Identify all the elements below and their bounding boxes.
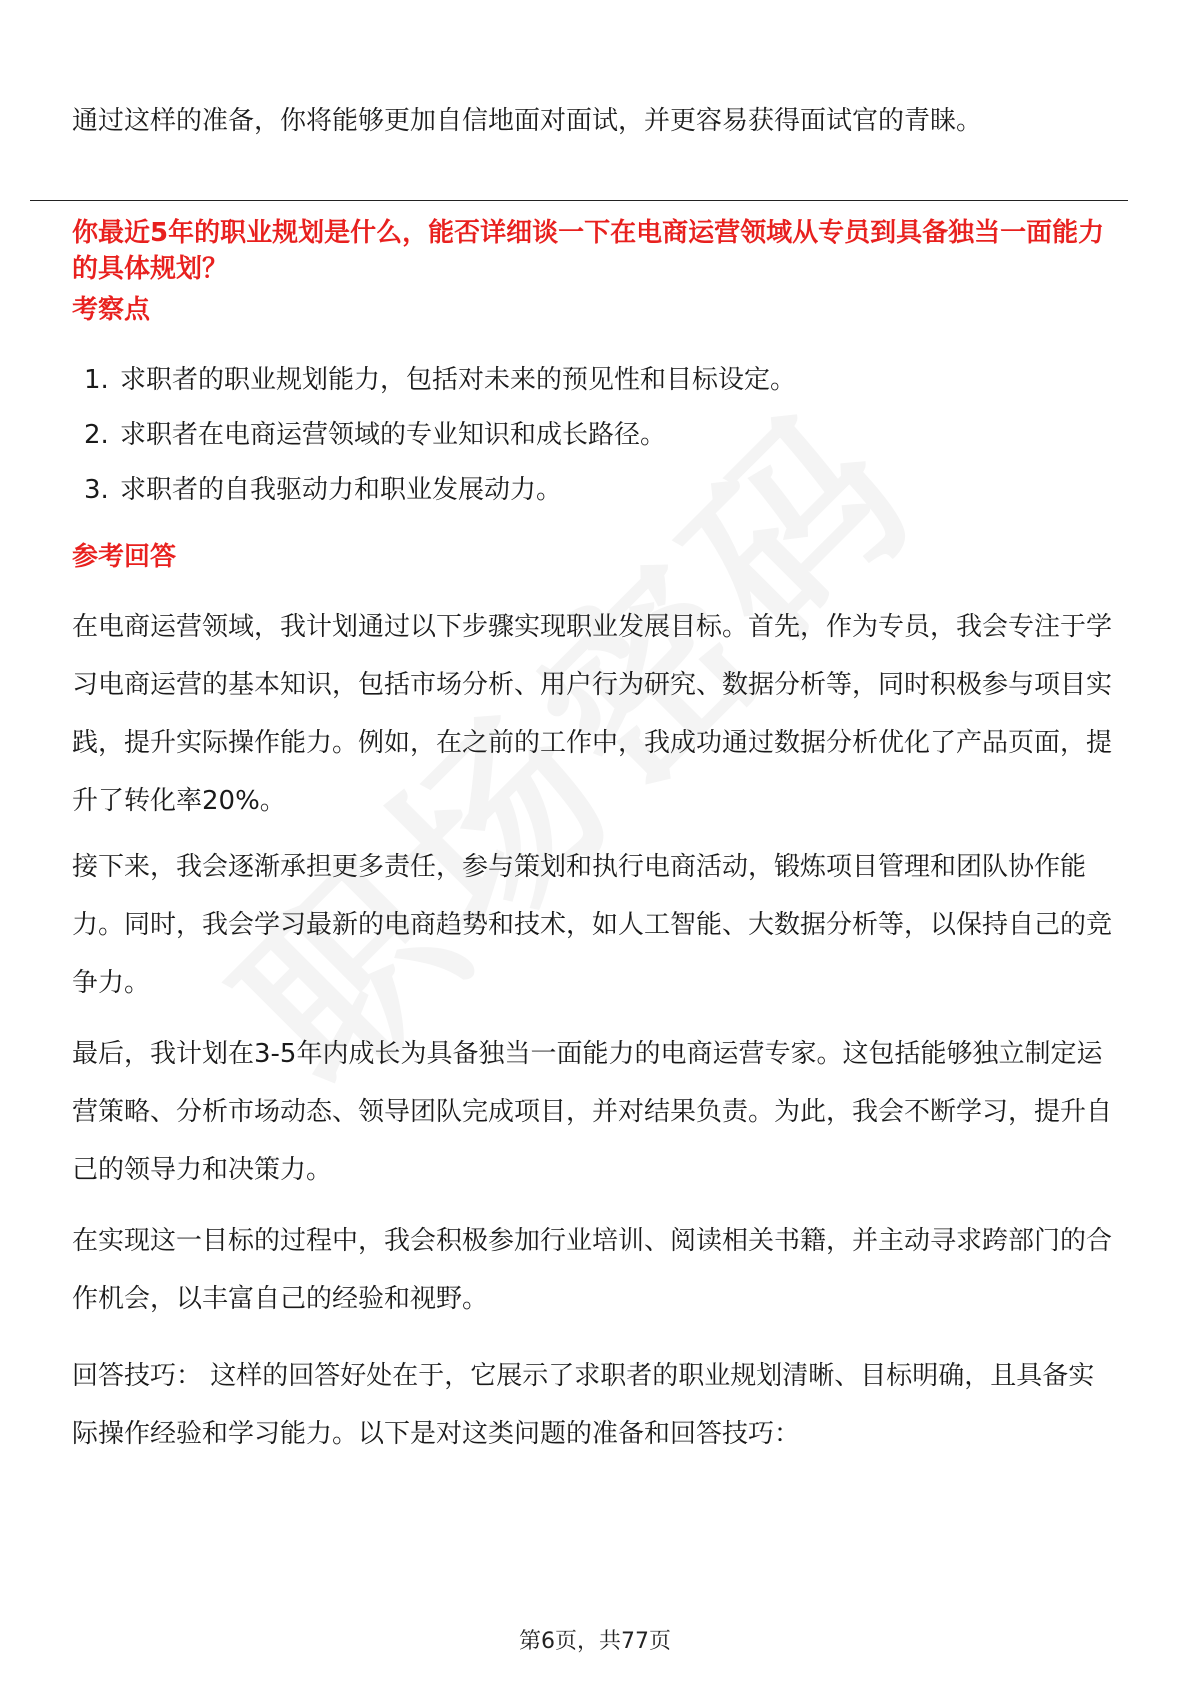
answer-paragraph-2: 接下来，我会逐渐承担更多责任，参与策划和执行电商活动，锻炼项目管理和团队协作能力。同时，我会学习最新的电商趋势和技术，如人工智能、大数据分析等，以保持自己的竞争力。	[72, 852, 1113, 998]
list-item: 2. 求职者在电商运营领域的专业知识和成长路径。	[84, 420, 667, 450]
answer-paragraph-3: 最后，我计划在3-5年内成长为具备独当一面能力的电商运营专家。这包括能够独立制定运营策略、分析市场动态、领导团队完成项目，并对结果负责。为此，我会不断学习，提升自己的领导力和决策力。	[72, 1039, 1113, 1185]
focus-title: 考察点	[72, 295, 151, 325]
list-item: 3. 求职者的自我驱动力和职业发展动力。	[84, 475, 563, 505]
intro-paragraph: 通过这样的准备，你将能够更加自信地面对面试，并更容易获得面试官的青睐。	[72, 106, 983, 136]
answer-tips: 回答技巧： 这样的回答好处在于，它展示了求职者的职业规划清晰、目标明确，且具备实际操作经验和学习能力。以下是对这类问题的准备和回答技巧：	[72, 1361, 1095, 1449]
divider	[30, 200, 1128, 201]
question-heading: 你最近5年的职业规划是什么，能否详细谈一下在电商运营领域从专员到具备独当一面能力的具体规划？	[72, 218, 1105, 284]
list-item: 1. 求职者的职业规划能力，包括对未来的预见性和目标设定。	[84, 365, 797, 395]
answer-paragraph-4: 在实现这一目标的过程中，我会积极参加行业培训、阅读相关书籍，并主动寻求跨部门的合作机会，以丰富自己的经验和视野。	[72, 1226, 1113, 1314]
answer-paragraph-1: 在电商运营领域，我计划通过以下步骤实现职业发展目标。首先，作为专员，我会专注于学习电商运营的基本知识，包括市场分析、用户行为研究、数据分析等，同时积极参与项目实践，提升实际操作能力。例如，在之前的工作中，我成功通过数据分析优化了产品页面，提升了转化率20%。	[72, 612, 1113, 816]
page-number: 第6页，共77页	[519, 1629, 671, 1654]
reference-title: 参考回答	[72, 542, 177, 572]
focus-list	[84, 353, 1114, 518]
